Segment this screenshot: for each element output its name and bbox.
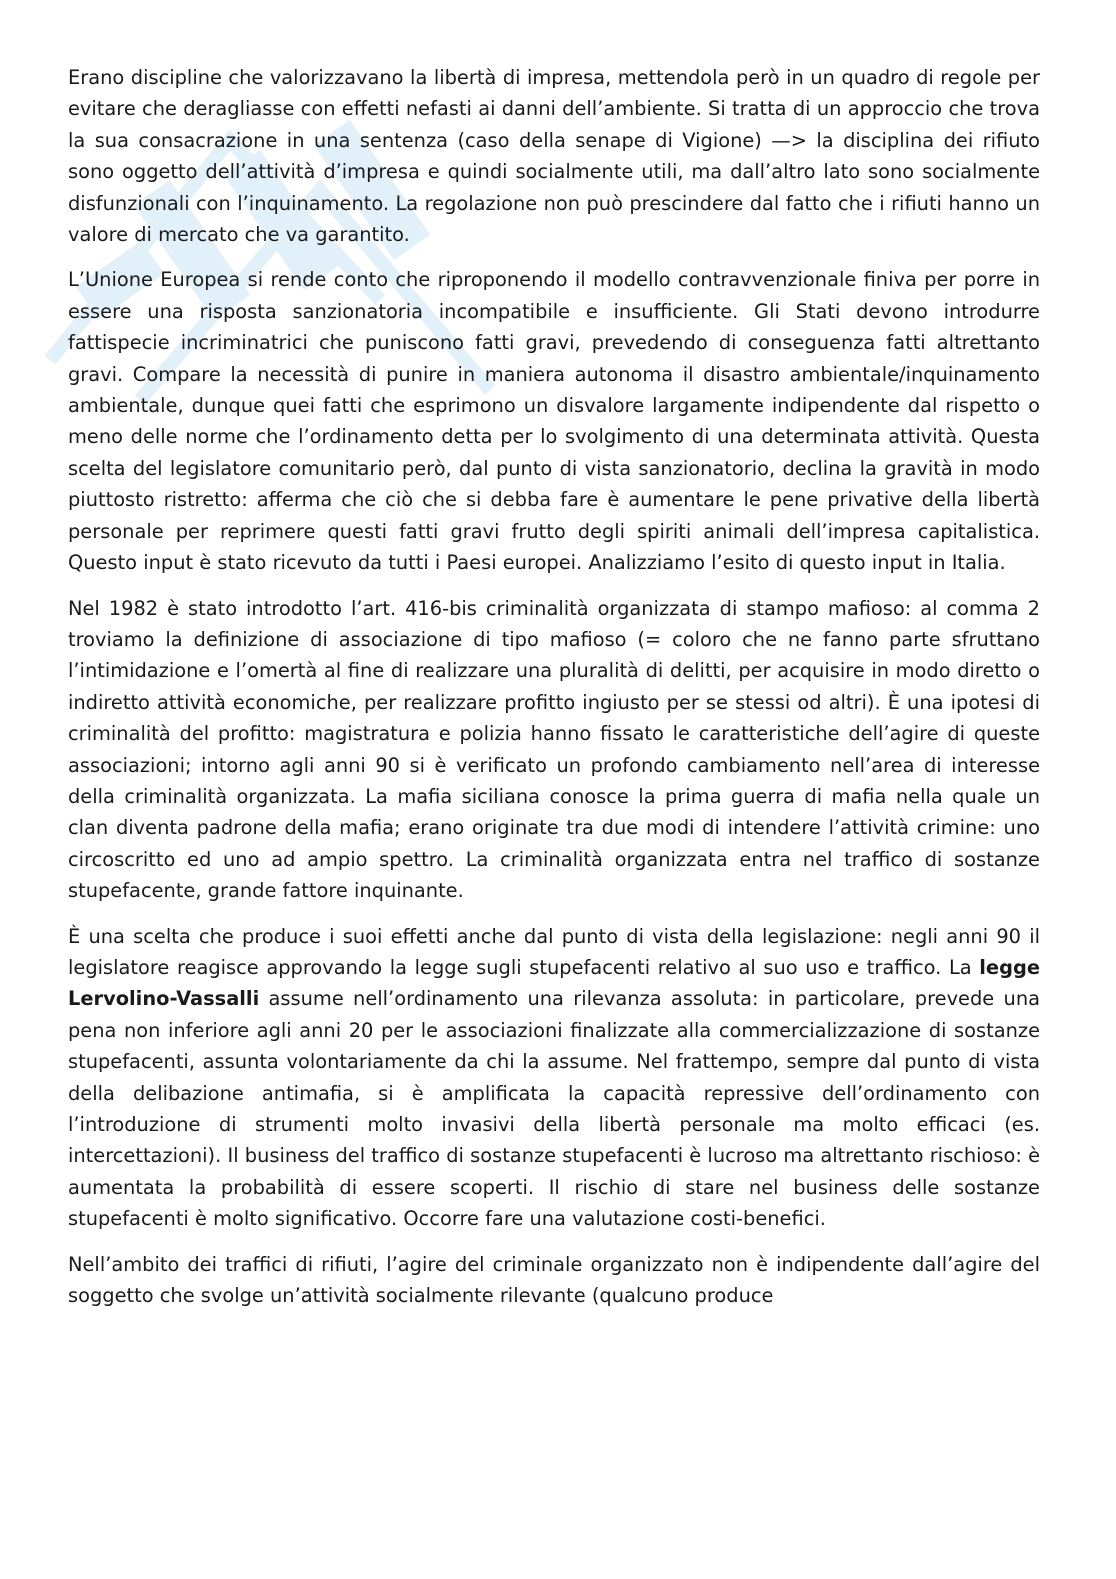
paragraph-4 — [68, 921, 1040, 1235]
paragraph-2: L’Unione Europea si rende conto che riproponendo il modello contravvenzionale finiva per porre in essere una risposta sanzionatoria incompatibile e insufficiente. Gli Stati devono introdurre fattispecie incriminatrici che puniscono fatti gravi, prevedendo di conseguenza fatti altrettanto gravi. Compare la necessità di punire in maniera autonoma il disastro ambientale/inquinamento ambientale, dunque quei fatti che esprimono un disvalore largamente indipendente dal rispetto o meno delle norme che l’ordinamento detta per lo svolgimento di una determinata attività. Questa scelta del legislatore comunitario però, dal punto di vista sanzionatorio, declina la gravità in modo piuttosto ristretto: afferma che ciò che si debba fare è aumentare le pene privative della libertà personale per reprimere questi fatti gravi frutto degli spiriti animali dell’impresa capitalistica. Questo input è stato ricevuto da tutti i Paesi europei. Analizziamo l’esito di questo input in Italia. — [68, 268, 1040, 575]
law-name-bold: legge Lervolino-Vassalli — [68, 955, 1040, 1011]
paragraph-4-text-after: assume nell’ordinamento una rilevanza assoluta: in particolare, prevede una pena non inferiore agli anni 20 per le associazioni finalizzate alla commercializzazione di sostanze stupefacenti, assunta volontariamente da chi la assume. Nel frattempo, sempre dal punto di vista della delibazione antimafia, si è amplificata la capacità repressive dell’ordinamento con l’introduzione di strumenti molto invasivi della libertà personale ma molto efficaci (es. intercettazioni). Il business del traffico di sostanze stupefacenti è lucroso ma altrettanto rischioso: è aumentata la probabilità di essere scoperti. Il rischio di stare nel business delle sostanze stupefacenti è molto significativo. Occorre fare una valutazione costi-benefici. — [68, 987, 1040, 1231]
paragraph-1: Erano discipline che valorizzavano la libertà di impresa, mettendola però in un quadro di regole per evitare che deragliasse con effetti nefasti ai danni dell’ambiente. Si tratta di un approccio che trova la sua consacrazione in una sentenza (caso della senape di Vigione) —> la disciplina dei rifiuto sono oggetto dell’attività d’impresa e quindi socialmente utili, ma dall’altro lato sono socialmente disfunzionali con l’inquinamento. La regolazione non può prescindere dal fatto che i rifiuti hanno un valore di mercato che va garantito. — [68, 66, 1040, 247]
paragraph-4-text-before: È una scelta che produce i suoi effetti anche dal punto di vista della legislazione: negli anni 90 il legislatore reagisce approvando la legge sugli stupefacenti relativo al suo uso e traffico. La — [68, 924, 1040, 979]
paragraph-5: Nell’ambito dei traffici di rifiuti, l’agire del criminale organizzato non è indipendente dall’agire del soggetto che svolge un’attività socialmente rilevante (qualcuno produce — [68, 1252, 1040, 1308]
document-body — [68, 62, 1040, 1311]
paragraph-3: Nel 1982 è stato introdotto l’art. 416-bis criminalità organizzata di stampo mafioso: al comma 2 troviamo la definizione di associazione di tipo mafioso (= coloro che ne fanno parte sfruttano l’intimidazione e l’omertà al fine di realizzare una pluralità di delitti, per acquisire in modo diretto o indiretto attività economiche, per realizzare profitto ingiusto per se stessi od altri). È una ipotesi di criminalità del profitto: magistratura e polizia hanno fissato le caratteristiche dell’agire di queste associazioni; intorno agli anni 90 si è verificato un profondo cambiamento nell’area di interesse della criminalità organizzata. La mafia siciliana conosce la prima guerra di mafia nella quale un clan diventa padrone della mafia; erano originate tra due modi di intendere l’attività crimine: uno circoscritto ed uno ad ampio spettro. La criminalità organizzata entra nel traffico di sostanze stupefacente, grande fattore inquinante. — [68, 596, 1040, 903]
